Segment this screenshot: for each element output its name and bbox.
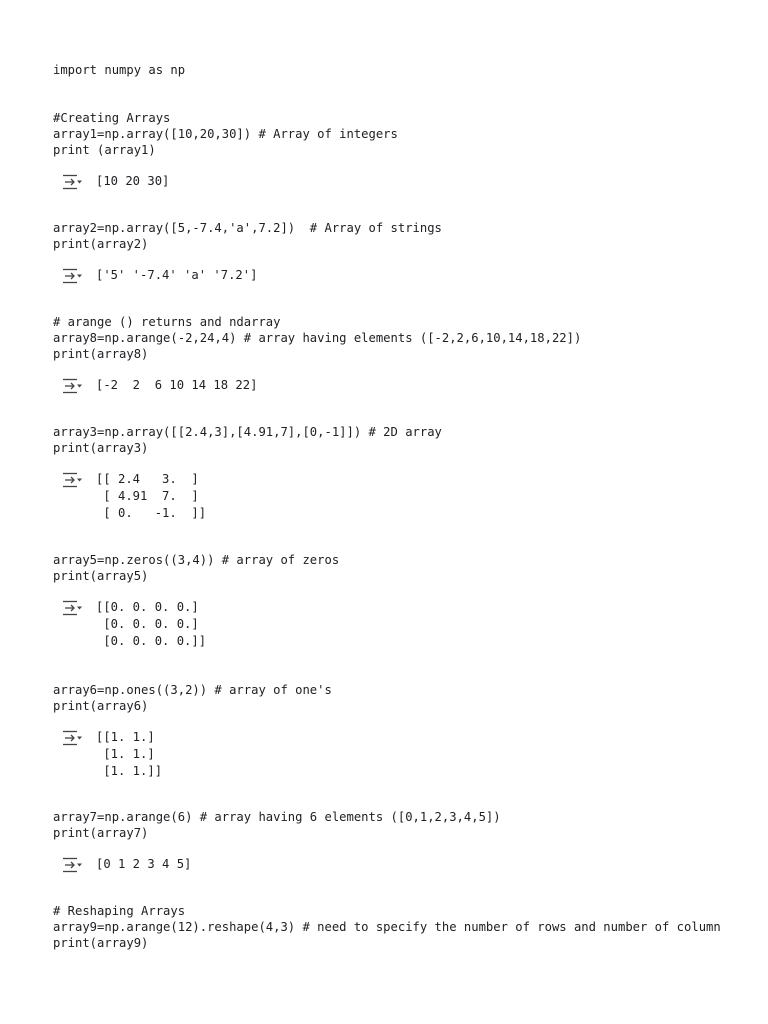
- output-line: [0. 0. 0. 0.]: [96, 617, 199, 631]
- output-toggle-icon[interactable]: [61, 472, 83, 488]
- output-text: [96, 599, 206, 650]
- code-line: #Creating Arrays: [53, 111, 171, 125]
- output-text: [96, 377, 257, 394]
- code-cell[interactable]: [53, 809, 753, 841]
- code-line: print(array6): [53, 699, 149, 713]
- code-line: array2=np.array([5,-7.4,'a',7.2]) # Array of strings: [53, 221, 442, 235]
- code-cell[interactable]: [53, 682, 753, 714]
- output-toggle-icon[interactable]: [61, 268, 83, 284]
- code-cell[interactable]: [53, 424, 753, 456]
- code-line: array7=np.arange(6) # array having 6 elements ([0,1,2,3,4,5]): [53, 810, 501, 824]
- output-line: [[ 2.4 3. ]: [96, 472, 199, 486]
- code-line: array9=np.arange(12).reshape(4,3) # need to specify the number of rows and number of column: [53, 920, 721, 934]
- code-cell[interactable]: [53, 62, 753, 78]
- output-toggle-icon[interactable]: [61, 174, 83, 190]
- output-line: [[1. 1.]: [96, 730, 155, 744]
- code-line: print (array1): [53, 143, 156, 157]
- output-toggle-icon[interactable]: [61, 600, 83, 616]
- output-text: [96, 173, 169, 190]
- code-line: # arange () returns and ndarray: [53, 315, 281, 329]
- output-text: [96, 856, 191, 873]
- code-line: array8=np.arange(-2,24,4) # array having elements ([-2,2,6,10,14,18,22]): [53, 331, 582, 345]
- output-line: [0. 0. 0. 0.]]: [96, 634, 207, 648]
- code-cell[interactable]: [53, 314, 753, 362]
- code-line: print(array5): [53, 569, 149, 583]
- code-line: array1=np.array([10,20,30]) # Array of integers: [53, 127, 398, 141]
- output-line: ['5' '-7.4' 'a' '7.2']: [96, 268, 258, 282]
- output-line: [ 4.91 7. ]: [96, 489, 199, 503]
- code-line: print(array2): [53, 237, 149, 251]
- output-toggle-icon[interactable]: [61, 378, 83, 394]
- code-line: print(array7): [53, 826, 149, 840]
- output-line: [1. 1.]]: [96, 764, 163, 778]
- code-line: print(array8): [53, 347, 149, 361]
- output-line: [10 20 30]: [96, 174, 170, 188]
- output-line: [[0. 0. 0. 0.]: [96, 600, 199, 614]
- output-text: [96, 267, 257, 284]
- code-line: # Reshaping Arrays: [53, 904, 186, 918]
- output-line: [-2 2 6 10 14 18 22]: [96, 378, 258, 392]
- code-line: array6=np.ones((3,2)) # array of one's: [53, 683, 332, 697]
- output-text: [96, 471, 206, 522]
- output-line: [1. 1.]: [96, 747, 155, 761]
- output-text: [96, 729, 162, 780]
- code-line: print(array3): [53, 441, 149, 455]
- code-line: print(array9): [53, 936, 149, 950]
- code-line: array3=np.array([[2.4,3],[4.91,7],[0,-1]]) # 2D array: [53, 425, 442, 439]
- code-cell[interactable]: [53, 552, 753, 584]
- output-toggle-icon[interactable]: [61, 730, 83, 746]
- output-line: [ 0. -1. ]]: [96, 506, 207, 520]
- output-line: [0 1 2 3 4 5]: [96, 857, 192, 871]
- output-toggle-icon[interactable]: [61, 857, 83, 873]
- code-cell[interactable]: [53, 110, 753, 158]
- code-cell[interactable]: [53, 220, 753, 252]
- code-cell[interactable]: [53, 903, 753, 951]
- code-line: array5=np.zeros((3,4)) # array of zeros: [53, 553, 340, 567]
- code-line: import numpy as np: [53, 63, 186, 77]
